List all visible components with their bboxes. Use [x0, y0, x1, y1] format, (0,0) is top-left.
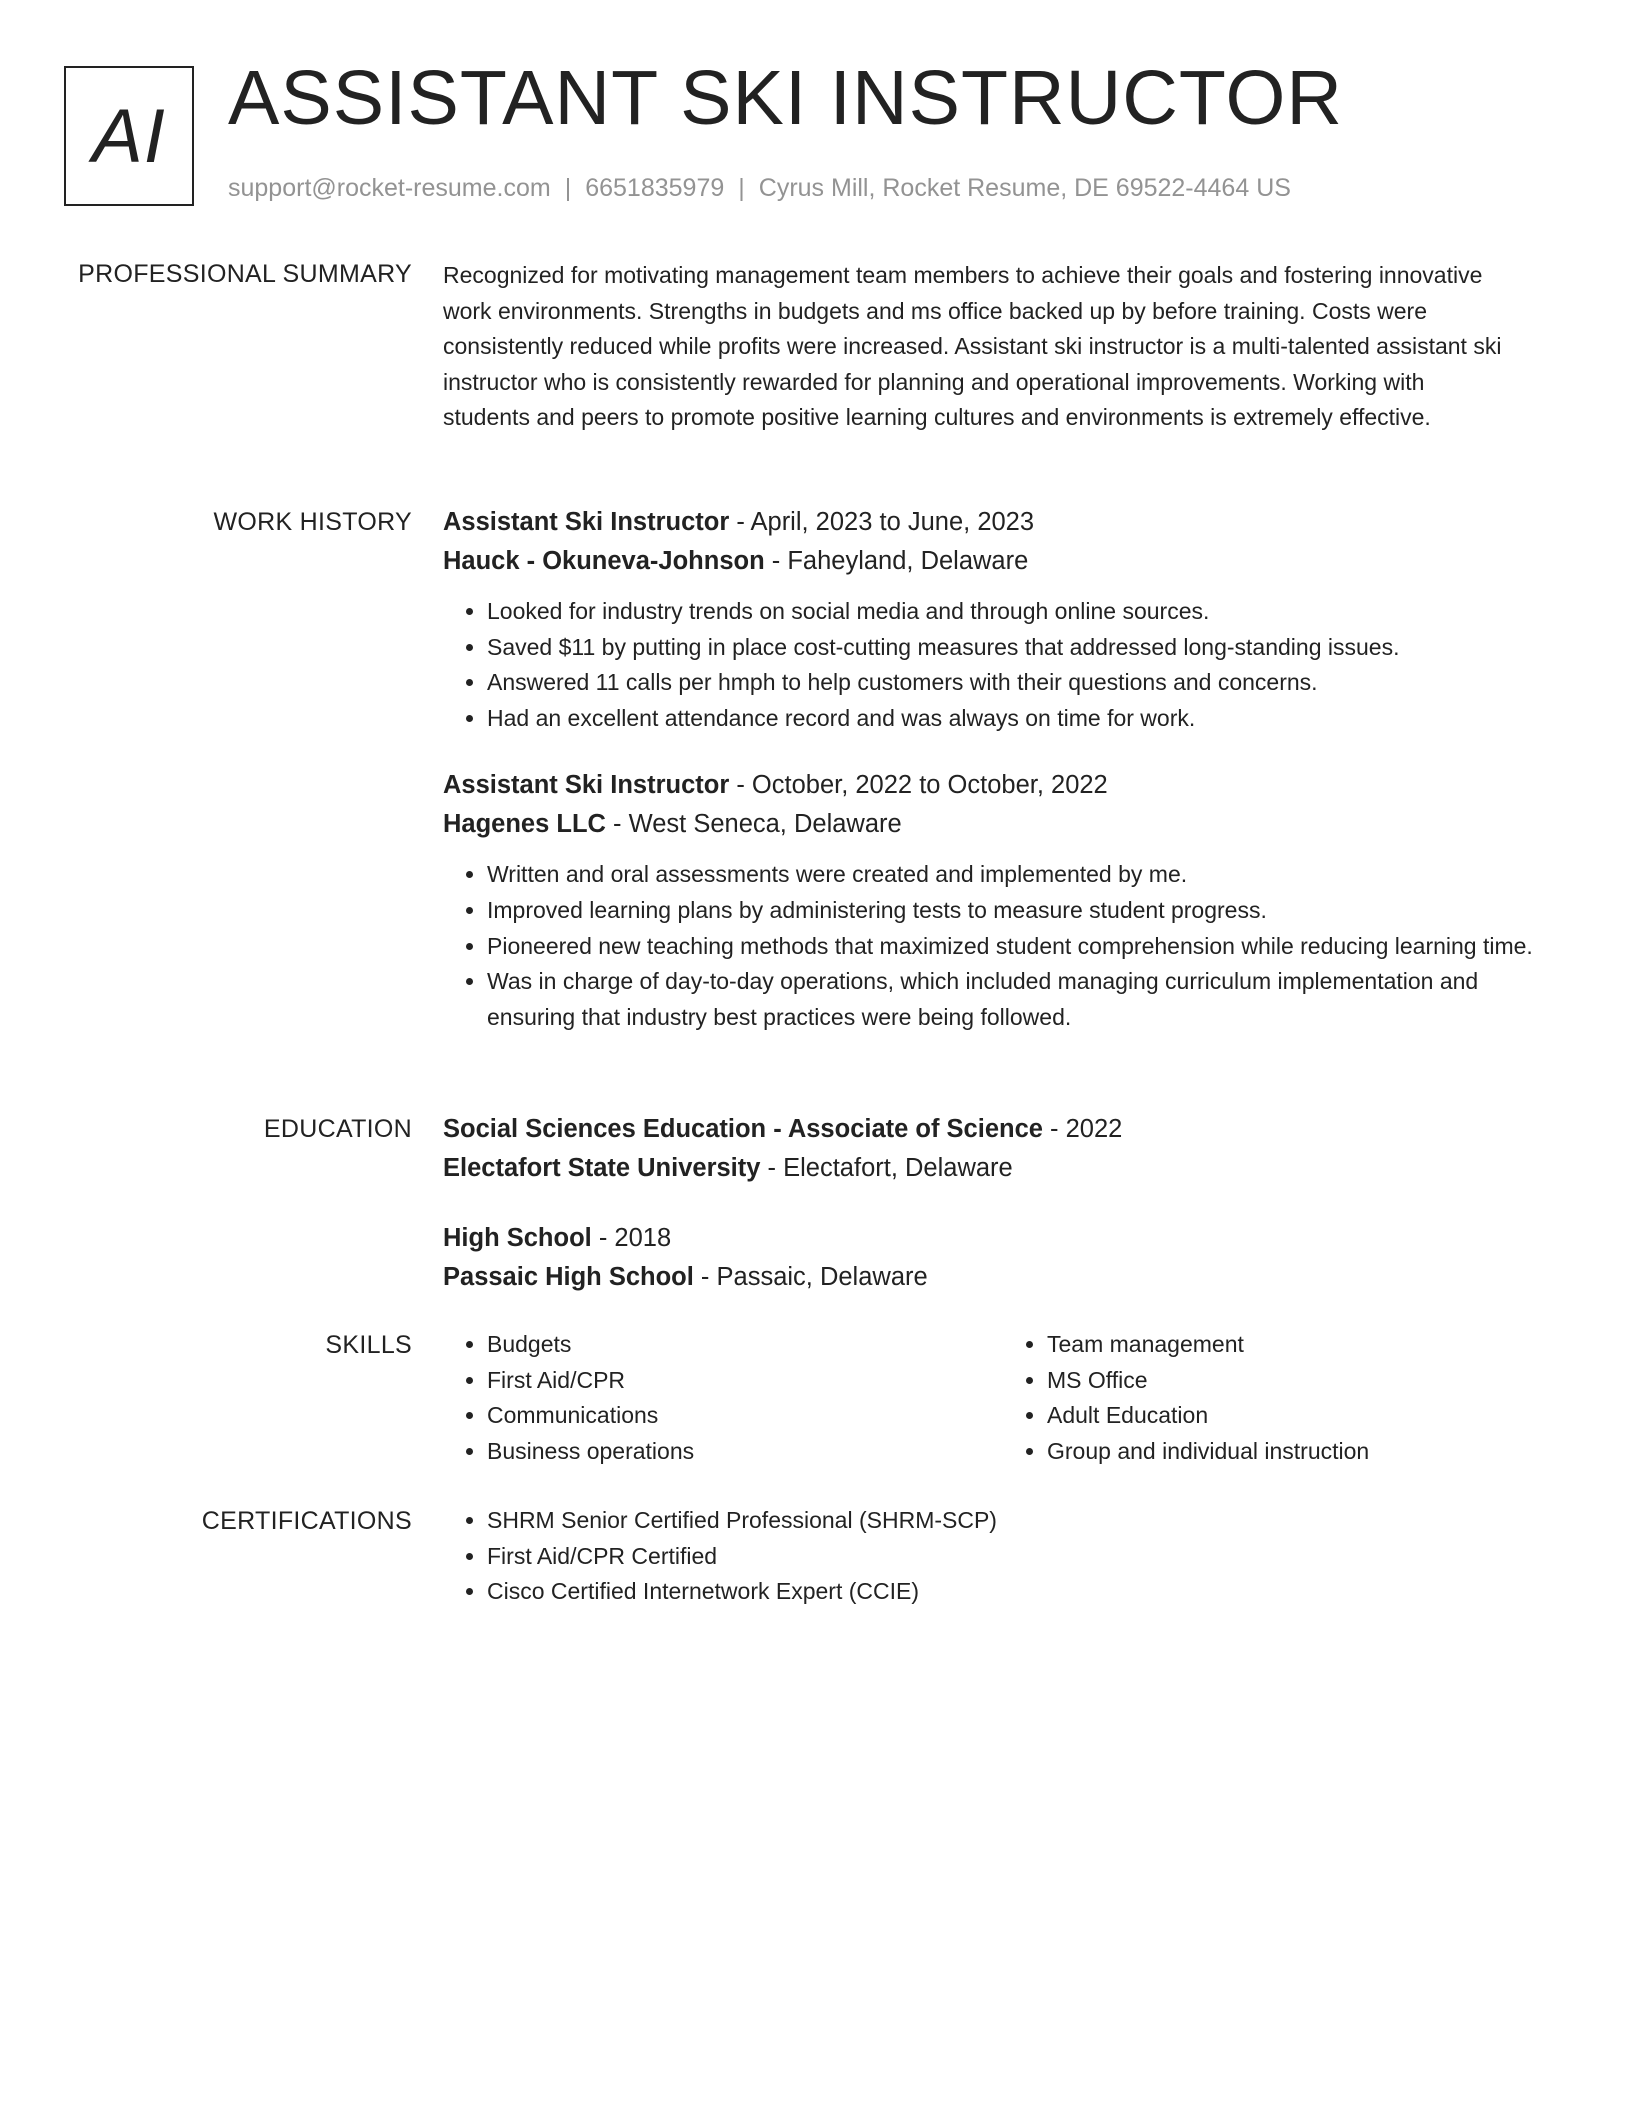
school-location: - Electafort, Delaware: [760, 1154, 1013, 1182]
certifications-body: [443, 1503, 1563, 1610]
certification-item: • First Aid/CPR Certified: [487, 1539, 1563, 1575]
job-entry: [443, 503, 1563, 736]
job-company-line: [443, 542, 1563, 581]
contact-email: support@rocket-resume.com: [228, 174, 551, 202]
job-title: Assistant Ski Instructor: [443, 508, 730, 536]
list-item: • Pioneered new teaching methods that maximized student comprehension while reducing learning time.: [487, 929, 1563, 965]
list-item: • Improved learning plans by administering tests to measure student progress.: [487, 893, 1563, 929]
school-name: Passaic High School: [443, 1263, 694, 1291]
list-item: • Had an excellent attendance record and was always on time for work.: [487, 701, 1563, 737]
degree-line: [443, 1110, 1563, 1149]
skill-item: • Group and individual instruction: [1047, 1434, 1563, 1470]
monogram-initials: AI: [92, 93, 166, 179]
school-line: [443, 1149, 1563, 1188]
school-name: Electafort State University: [443, 1154, 761, 1182]
skill-item: • First Aid/CPR: [487, 1363, 1003, 1399]
certification-item: • Cisco Certified Internetwork Expert (CCIE): [487, 1574, 1563, 1610]
certifications-list: [443, 1503, 1563, 1610]
work-body: [443, 503, 1563, 1035]
section-heading-skills: SKILLS: [325, 1331, 412, 1359]
skill-item: • Team management: [1047, 1327, 1563, 1363]
skill-item: • Adult Education: [1047, 1398, 1563, 1434]
education-entry: [443, 1219, 1563, 1297]
section-heading-certifications: CERTIFICATIONS: [201, 1507, 412, 1535]
contact-line: [228, 172, 1291, 204]
job-location: - West Seneca, Delaware: [605, 810, 902, 839]
degree-name: High School: [443, 1224, 592, 1252]
skill-item: • Budgets: [487, 1327, 1003, 1363]
list-item: • Written and oral assessments were created and implemented by me.: [487, 857, 1563, 893]
school-location: - Passaic, Delaware: [693, 1263, 928, 1291]
list-item: • Looked for industry trends on social media and through online sources.: [487, 594, 1563, 630]
school-line: [443, 1258, 1563, 1297]
section-heading-work: WORK HISTORY: [213, 508, 412, 536]
job-entry: [443, 766, 1563, 1035]
job-company: Hauck - Okuneva-Johnson: [443, 547, 765, 575]
job-company-line: [443, 805, 1563, 844]
degree-year: - 2018: [591, 1224, 672, 1252]
skills-column-left: [443, 1327, 1003, 1469]
education-body: [443, 1110, 1563, 1297]
contact-separator: |: [738, 174, 745, 202]
section-heading-summary: PROFESSIONAL SUMMARY: [78, 260, 412, 288]
candidate-name: ASSISTANT SKI INSTRUCTOR: [228, 55, 1344, 141]
summary-text: Recognized for motivating management team members to achieve their goals and fostering innovative work environments. Strengths in budgets and ms office backed up by before training. Costs were consistently reduced while profits were increased. Assistant ski instructor is a multi-talented assistant ski instructor who is consistently rewarded for planning and operational improvements. Working with students and peers to promote positive learning cultures and environments is extremely effective.: [443, 262, 1502, 431]
degree-name: Social Sciences Education - Associate of Science: [443, 1115, 1043, 1143]
skill-item: • MS Office: [1047, 1363, 1563, 1399]
skill-item: • Communications: [487, 1398, 1003, 1434]
skills-column-right: [1003, 1327, 1563, 1469]
job-dates: - April, 2023 to June, 2023: [729, 508, 1035, 536]
skill-item: • Business operations: [487, 1434, 1003, 1470]
job-title-line: [443, 766, 1563, 805]
job-bullets: [443, 594, 1563, 736]
degree-year: - 2022: [1042, 1115, 1123, 1143]
contact-address: Cyrus Mill, Rocket Resume, DE 69522-4464 US: [758, 174, 1291, 202]
contact-separator: |: [564, 174, 572, 202]
skills-body: [443, 1327, 1563, 1469]
job-title-line: [443, 503, 1563, 542]
list-item: • Answered 11 calls per hmph to help customers with their questions and concerns.: [487, 665, 1563, 701]
monogram-logo: [64, 66, 194, 206]
education-entry: [443, 1110, 1563, 1188]
summary-body: [443, 258, 1563, 436]
job-location: - Faheyland, Delaware: [764, 547, 1029, 575]
certification-item: • SHRM Senior Certified Professional (SHRM-SCP): [487, 1503, 1563, 1539]
job-dates: - October, 2022 to October, 2022: [729, 771, 1108, 800]
job-title: Assistant Ski Instructor: [443, 771, 730, 800]
skills-grid: [443, 1327, 1563, 1469]
section-heading-education: EDUCATION: [263, 1115, 412, 1143]
contact-phone: 6651835979: [585, 174, 725, 202]
list-item: • Saved $11 by putting in place cost-cutting measures that addressed long-standing issues.: [487, 630, 1563, 666]
degree-line: [443, 1219, 1563, 1258]
job-bullets: [443, 857, 1563, 1035]
job-company: Hagenes LLC: [443, 810, 606, 839]
list-item: • Was in charge of day-to-day operations, which included managing curriculum implementation and ensuring that industry best practices were being followed.: [487, 964, 1563, 1035]
